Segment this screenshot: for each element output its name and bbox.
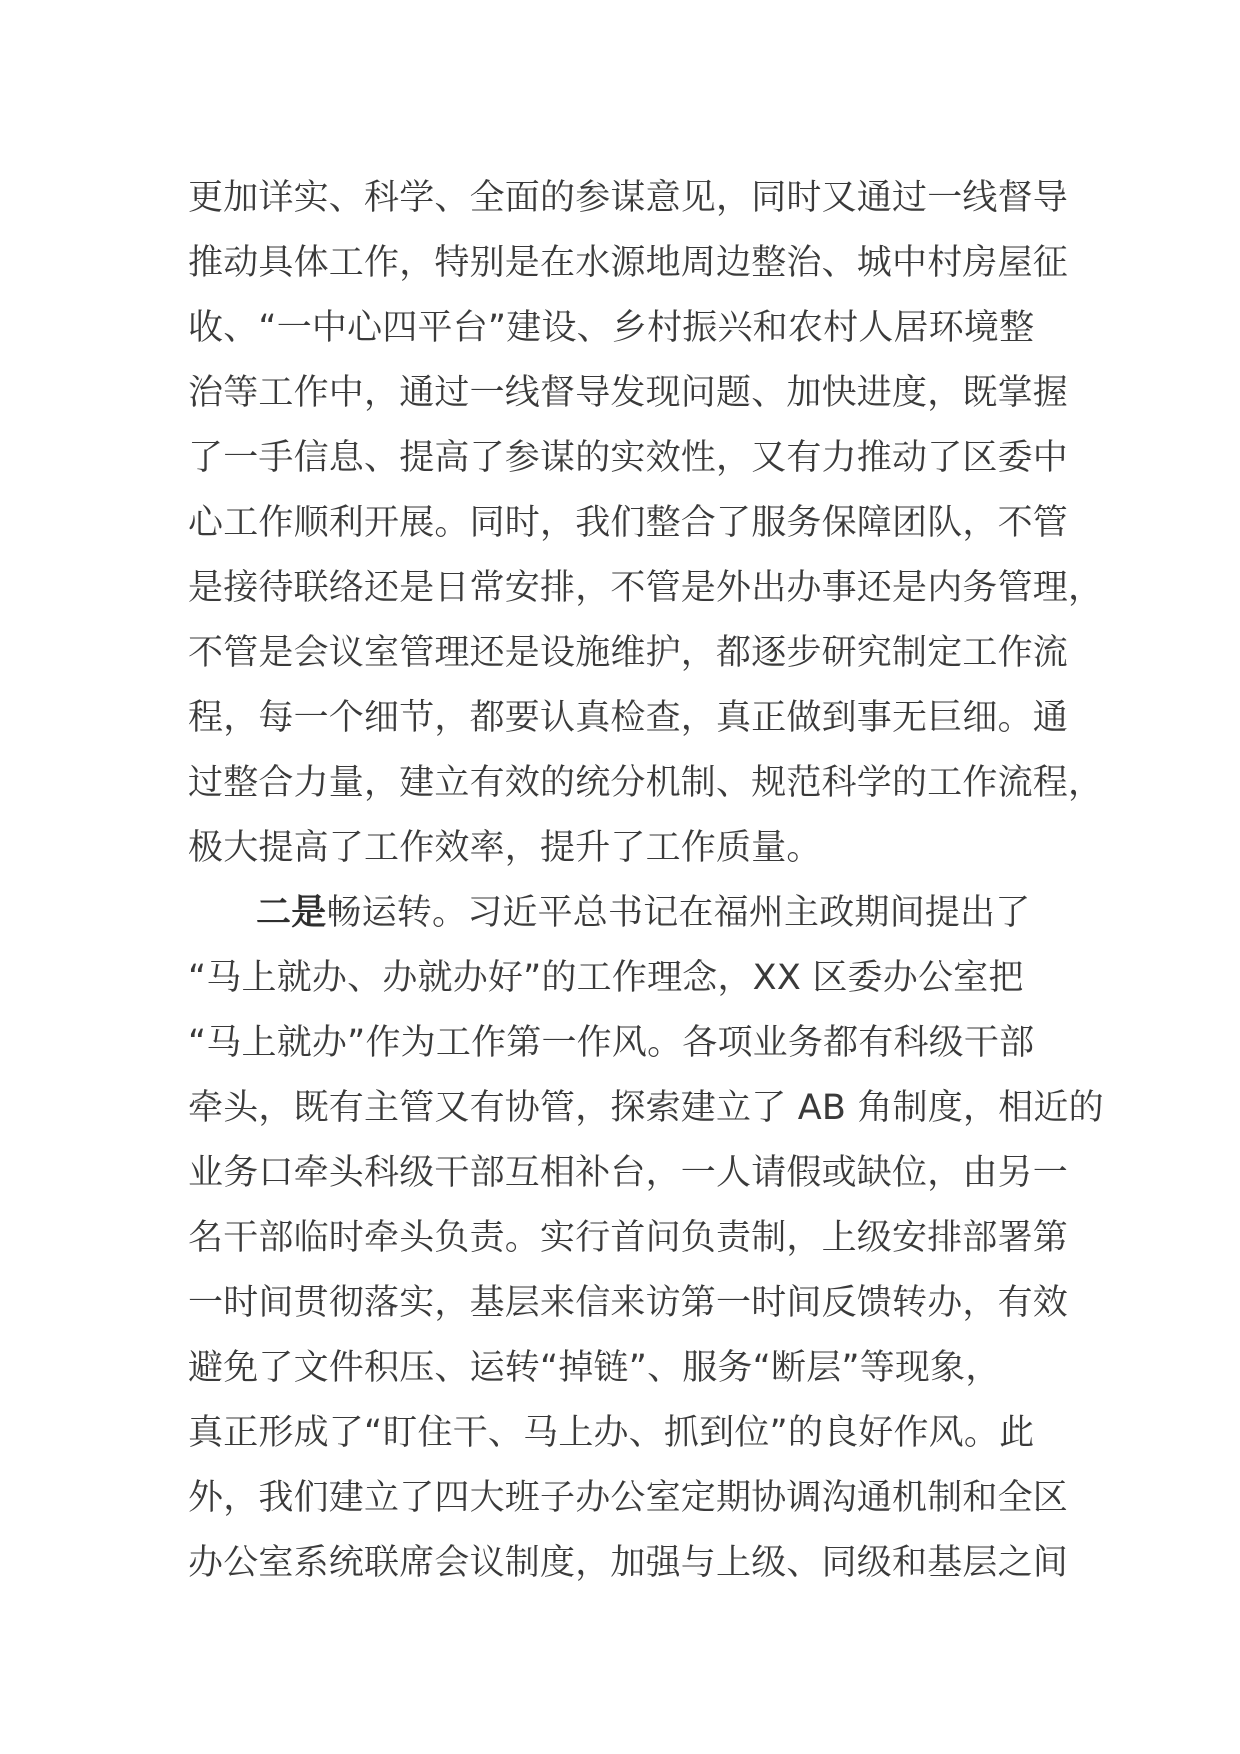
section-two-lead-text: 畅运转。习近平总书记在福州主政期间提出了 <box>326 893 1031 933</box>
body-text <box>188 166 1104 1596</box>
paragraph-line: 了一手信息、提高了参谋的实效性，又有力推动了区委中 <box>188 438 1069 478</box>
paragraph-line: 名干部临时牵头负责。实行首问负责制，上级安排部署第 <box>188 1218 1069 1258</box>
paragraph-line: 避免了文件积压、运转“掉链”、服务“断层”等现象， <box>188 1348 1001 1388</box>
paragraph-line: 外，我们建立了四大班子办公室定期协调沟通机制和全区 <box>188 1478 1069 1518</box>
paragraph-line: 收、“一中心四平台”建设、乡村振兴和农村人居环境整 <box>188 308 1035 348</box>
paragraph-line: 治等工作中，通过一线督导发现问题、加快进度，既掌握 <box>188 373 1069 413</box>
section-two-lead-bold: 二是 <box>256 893 327 933</box>
section-two-lead-line <box>188 881 1068 946</box>
paragraph-line: 不管是会议室管理还是设施维护，都逐步研究制定工作流 <box>188 633 1069 673</box>
paragraph-line: 过整合力量，建立有效的统分机制、规范科学的工作流程， <box>188 763 1104 803</box>
paragraph-line: 极大提高了工作效率，提升了工作质量。 <box>188 828 822 868</box>
paragraph-line: 一时间贯彻落实，基层来信来访第一时间反馈转办，有效 <box>188 1283 1069 1323</box>
paragraph-line: “马上就办”作为工作第一作风。各项业务都有科级干部 <box>188 1023 1035 1063</box>
paragraph-line: 办公室系统联席会议制度，加强与上级、同级和基层之间 <box>188 1543 1069 1583</box>
paragraph-line: 业务口牵头科级干部互相补台，一人请假或缺位，由另一 <box>188 1153 1069 1193</box>
paragraph-line: 程，每一个细节，都要认真检查，真正做到事无巨细。通 <box>188 698 1069 738</box>
paragraph-line: 真正形成了“盯住干、马上办、抓到位”的良好作风。此 <box>188 1413 1035 1453</box>
paragraph-line: “马上就办、办就办好”的工作理念，XX 区委办公室把 <box>188 958 1024 998</box>
paragraph-line: 心工作顺利开展。同时，我们整合了服务保障团队，不管 <box>188 503 1069 543</box>
paragraph-line: 更加详实、科学、全面的参谋意见，同时又通过一线督导 <box>188 178 1069 218</box>
paragraph-line: 推动具体工作，特别是在水源地周边整治、城中村房屋征 <box>188 243 1069 283</box>
paragraph-line: 是接待联络还是日常安排，不管是外出办事还是内务管理， <box>188 568 1104 608</box>
paragraph-line: 牵头，既有主管又有协管，探索建立了 AB 角制度，相近的 <box>188 1088 1104 1128</box>
